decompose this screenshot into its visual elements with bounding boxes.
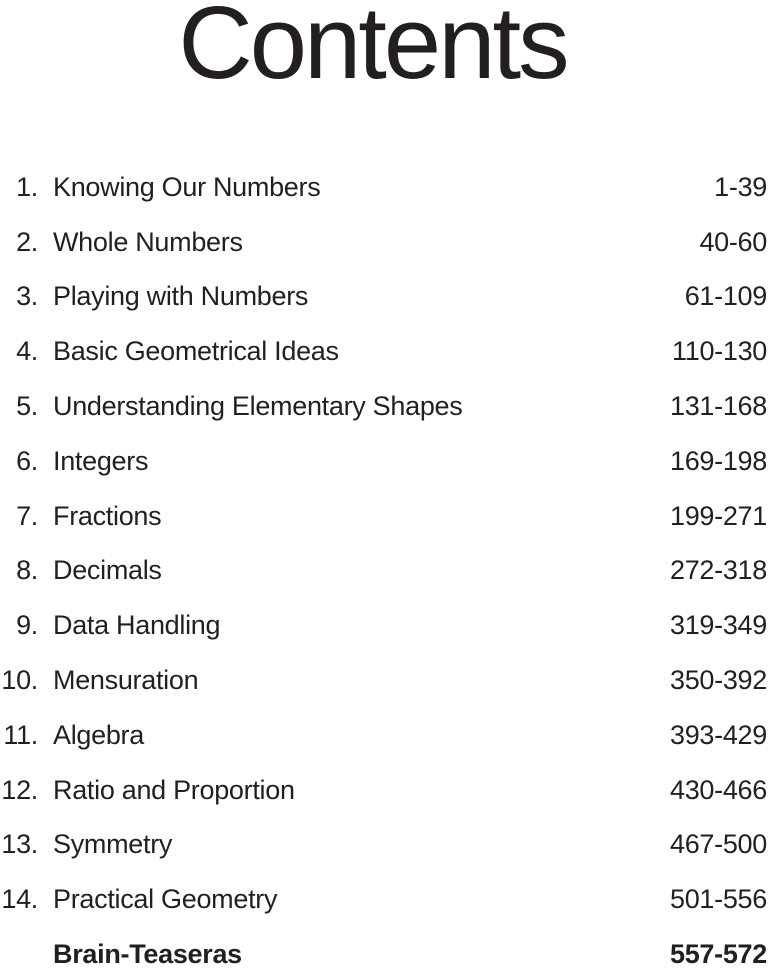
toc-row: [0, 544, 775, 599]
toc-row: [0, 489, 775, 544]
toc-row: [0, 872, 775, 927]
chapter-title: Understanding Elementary Shapes: [53, 391, 463, 422]
chapter-number: 5.: [16, 391, 38, 422]
chapter-title: Practical Geometry: [53, 884, 278, 915]
chapter-number: 9.: [16, 610, 38, 641]
chapter-page-range: 350-392: [670, 665, 767, 696]
page-title: Contents: [178, 0, 567, 100]
chapter-number: 8.: [16, 555, 38, 586]
chapter-title: Mensuration: [53, 665, 199, 696]
chapter-page-range: 1-39: [714, 171, 767, 202]
toc-row: [0, 763, 775, 818]
chapter-page-range: 319-349: [670, 610, 767, 641]
chapter-page-range: 169-198: [670, 445, 767, 476]
toc-row: [0, 434, 775, 489]
chapter-title: Basic Geometrical Ideas: [53, 336, 339, 367]
chapter-number: 4.: [16, 336, 38, 367]
toc-row: [0, 160, 775, 215]
chapter-title: Knowing Our Numbers: [53, 171, 321, 202]
chapter-number: 11.: [3, 719, 38, 750]
toc-row: [0, 598, 775, 653]
chapter-number: 10.: [1, 665, 38, 696]
chapter-page-range: 40-60: [699, 226, 767, 257]
chapter-page-range: 393-429: [670, 719, 767, 750]
chapter-title: Fractions: [53, 500, 162, 531]
chapter-title: Algebra: [53, 719, 144, 750]
chapter-title: Brain-Teaseras: [53, 939, 242, 970]
toc-row: [0, 379, 775, 434]
chapter-page-range: 110-130: [672, 336, 767, 367]
chapter-title: Playing with Numbers: [53, 281, 309, 312]
chapter-page-range: 501-556: [670, 884, 767, 915]
chapter-number: 12.: [1, 774, 38, 805]
toc-row: [0, 708, 775, 763]
chapter-number: 2.: [16, 226, 38, 257]
chapter-page-range: 199-271: [670, 500, 767, 531]
chapter-title: Decimals: [53, 555, 162, 586]
chapter-page-range: 557-572: [670, 939, 767, 970]
chapter-title: Data Handling: [53, 610, 221, 641]
chapter-page-range: 467-500: [670, 829, 767, 860]
toc-row: [0, 927, 775, 972]
chapter-number: 14.: [1, 884, 38, 915]
chapter-number: 13.: [1, 829, 38, 860]
toc-row: [0, 653, 775, 708]
toc-row: [0, 324, 775, 379]
chapter-page-range: 61-109: [684, 281, 767, 312]
chapter-number: 7.: [16, 500, 38, 531]
chapter-number: 1.: [16, 171, 38, 202]
chapter-title: Ratio and Proportion: [53, 774, 295, 805]
chapter-page-range: 430-466: [670, 774, 767, 805]
chapter-title: Symmetry: [53, 829, 173, 860]
chapter-title: Whole Numbers: [53, 226, 243, 257]
chapter-number: 3.: [16, 281, 38, 312]
chapter-page-range: 272-318: [670, 555, 767, 586]
chapter-number: 6.: [16, 445, 38, 476]
table-of-contents: [0, 160, 775, 972]
chapter-page-range: 131-168: [670, 391, 767, 422]
toc-row: [0, 818, 775, 873]
chapter-title: Integers: [53, 445, 149, 476]
toc-row: [0, 215, 775, 270]
toc-row: [0, 270, 775, 325]
